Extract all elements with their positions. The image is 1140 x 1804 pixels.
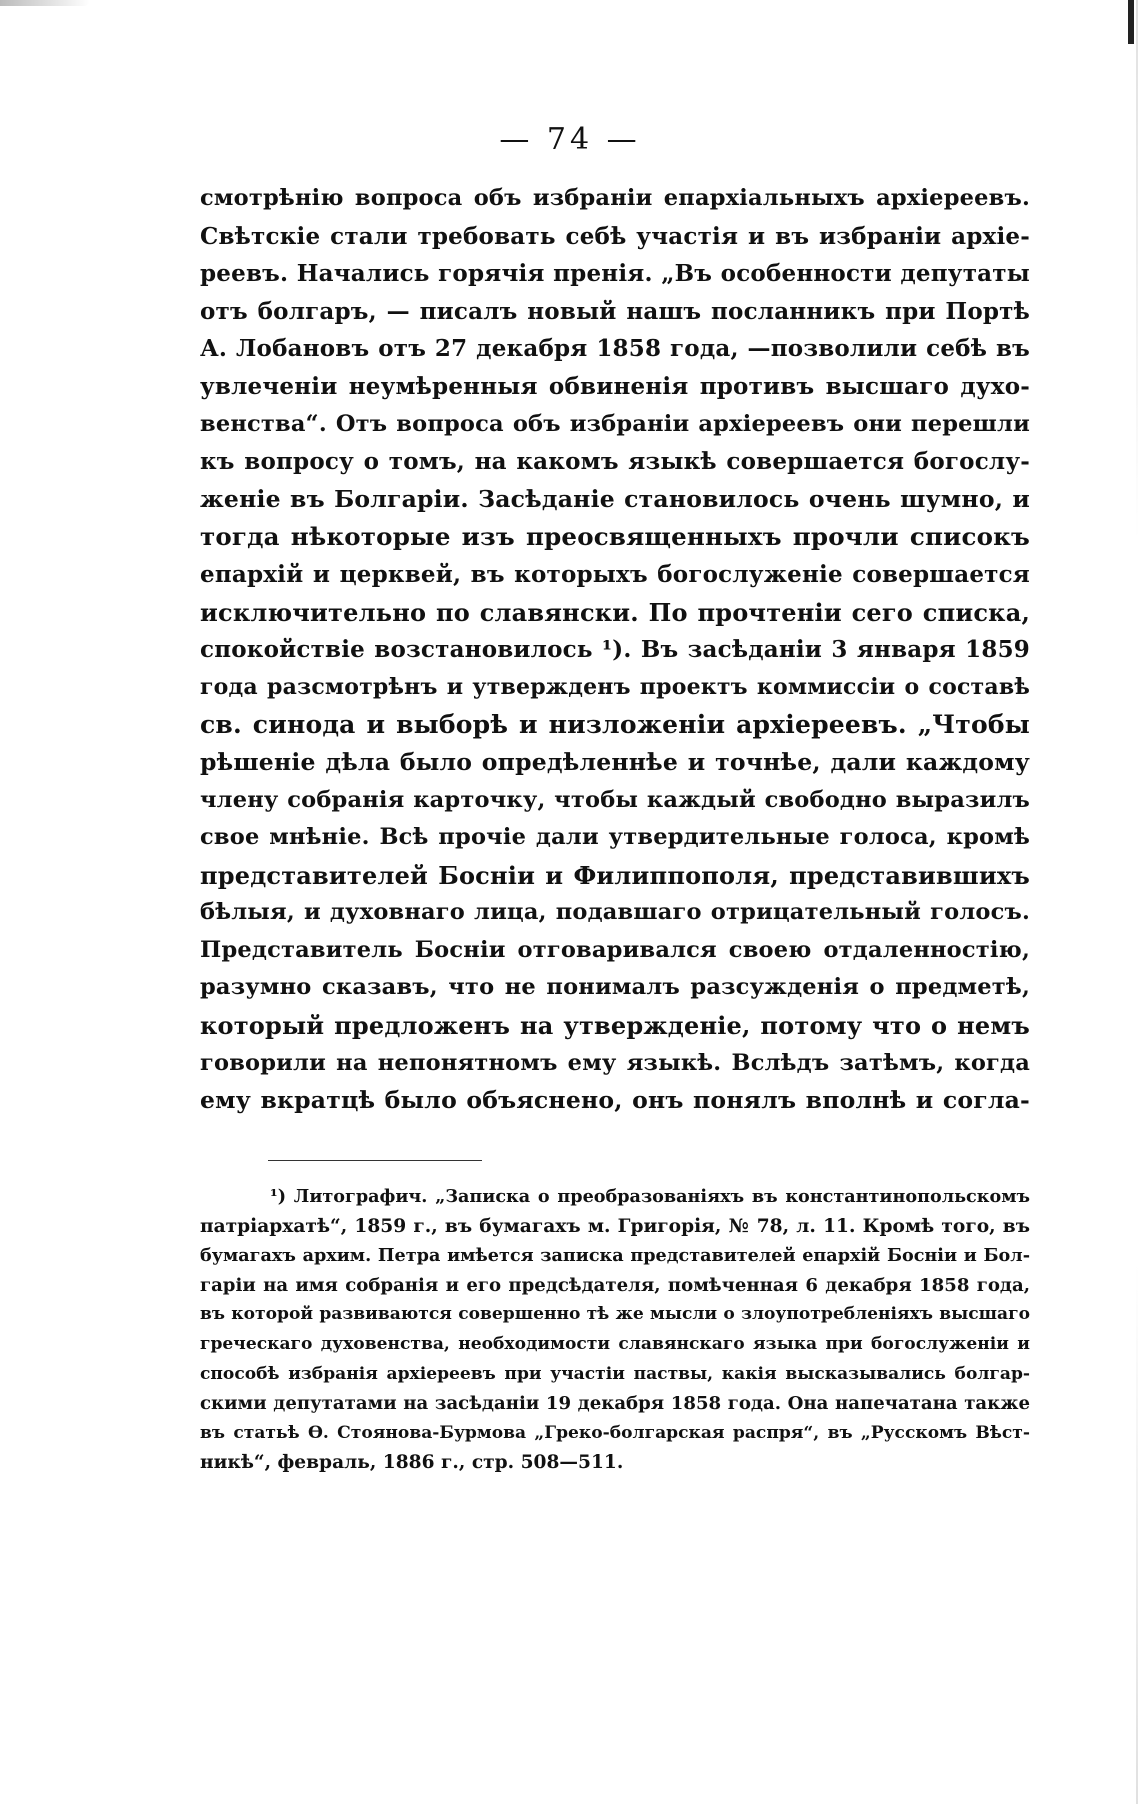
body-line: епархій и церквей, въ которыхъ богослуженіе совершается xyxy=(200,560,1030,588)
footnote-line: греческаго духовенства, необходимости славянскаго языка при богослуженіи и xyxy=(200,1333,1030,1354)
body-line: исключительно по славянски. По прочтеніи сего списка, xyxy=(200,597,1030,627)
body-line: къ вопросу о томъ, на какомъ языкѣ совершается богослу- xyxy=(200,448,1030,476)
footnote-line: ¹) Литографич. „Записка о преобразованіяхъ въ константинопольскомъ xyxy=(270,1186,1030,1207)
body-line: реевъ. Начались горячія пренія. „Въ особенности депутаты xyxy=(200,260,1030,288)
body-line: ему вкратцѣ было объяснено, онъ понялъ вполнѣ и согла- xyxy=(200,1086,1030,1115)
scan-edge-top xyxy=(0,0,90,6)
body-line: года разсмотрѣнъ и утвержденъ проектъ коммиссіи о составѣ xyxy=(200,673,1030,700)
body-line: бѣлыя, и духовнаго лица, подавшаго отрицательный голосъ. xyxy=(200,899,1030,926)
footnote-line: никѣ“, февраль, 1886 г., стр. 508—511. xyxy=(200,1452,624,1474)
body-line: св. синода и выборѣ и низложеніи архіереевъ. „Чтобы xyxy=(200,710,1030,740)
page-number: — 74 — xyxy=(499,122,641,157)
scan-edge-mark xyxy=(1128,0,1134,44)
body-line: члену собранія карточку, чтобы каждый свободно выразилъ xyxy=(200,786,1030,813)
footnote-line: бумагахъ архим. Петра имѣется записка представителей епархій Босніи и Бол- xyxy=(200,1245,1030,1267)
body-line: спокойствіе возстановилось ¹). Въ засѣданіи 3 января 1859 xyxy=(200,636,1030,664)
footnote-line: въ которой развиваются совершенно тѣ же мысли о злоупотребленіяхъ высшаго xyxy=(200,1304,1030,1325)
body-line: Свѣтскіе стали требовать себѣ участія и въ избраніи архіе- xyxy=(200,222,1030,250)
body-line: разумно сказавъ, что не понималъ разсужденія о предметѣ, xyxy=(200,974,1030,1001)
body-line: увлеченіи неумѣренныя обвиненія противъ высшаго духо- xyxy=(200,372,1030,400)
body-line: Представитель Босніи отговаривался своею отдаленностію, xyxy=(200,936,1030,963)
footnote-line: способѣ избранія архіереевъ при участіи паствы, какія высказывались болгар- xyxy=(200,1363,1030,1384)
footnote-line: скими депутатами на засѣданіи 19 декабря 1858 года. Она напечатана также xyxy=(200,1393,1030,1415)
body-line: рѣшеніе дѣла было опредѣленнѣе и точнѣе, дали каждому xyxy=(200,747,1030,776)
footnote-line: въ статьѣ Ѳ. Стоянова-Бурмова „Греко-болгарская распря“, въ „Русскомъ Вѣст- xyxy=(200,1422,1030,1443)
body-text xyxy=(200,180,1030,1120)
body-line: венства“. Отъ вопроса объ избраніи архіереевъ они перешли xyxy=(200,410,1030,437)
body-line: тогда нѣкоторые изъ преосвященныхъ прочли списокъ xyxy=(200,522,1030,552)
footnote xyxy=(200,1182,1030,1478)
body-line: представителей Босніи и Филиппополя, представившихъ xyxy=(200,860,1030,890)
body-line: свое мнѣніе. Всѣ прочіе дали утвердительные голоса, кромѣ xyxy=(200,824,1030,851)
scan-edge-shadow xyxy=(1136,0,1138,1804)
body-line: смотрѣнію вопроса объ избраніи епархіальныхъ архіереевъ. xyxy=(200,185,1030,211)
body-line: женіе въ Болгаріи. Засѣданіе становилось очень шумно, и xyxy=(200,484,1030,513)
footnote-line: гаріи на имя собранія и его предсѣдателя, помѣченная 6 декабря 1858 года, xyxy=(200,1274,1030,1296)
body-line: отъ болгаръ, — писалъ новый нашъ посланникъ при Портѣ xyxy=(200,297,1030,325)
body-line: говорили на непонятномъ ему языкѣ. Вслѣдъ затѣмъ, когда xyxy=(200,1049,1030,1076)
body-line: который предложенъ на утвержденіе, потому что о немъ xyxy=(200,1011,1030,1041)
footnote-line: патріархатѣ“, 1859 г., въ бумагахъ м. Григорія, № 78, л. 11. Кромѣ того, въ xyxy=(200,1215,1030,1237)
body-line: А. Лобановъ отъ 27 декабря 1858 года, —позволили себѣ въ xyxy=(200,335,1030,363)
footnote-divider xyxy=(268,1160,482,1161)
